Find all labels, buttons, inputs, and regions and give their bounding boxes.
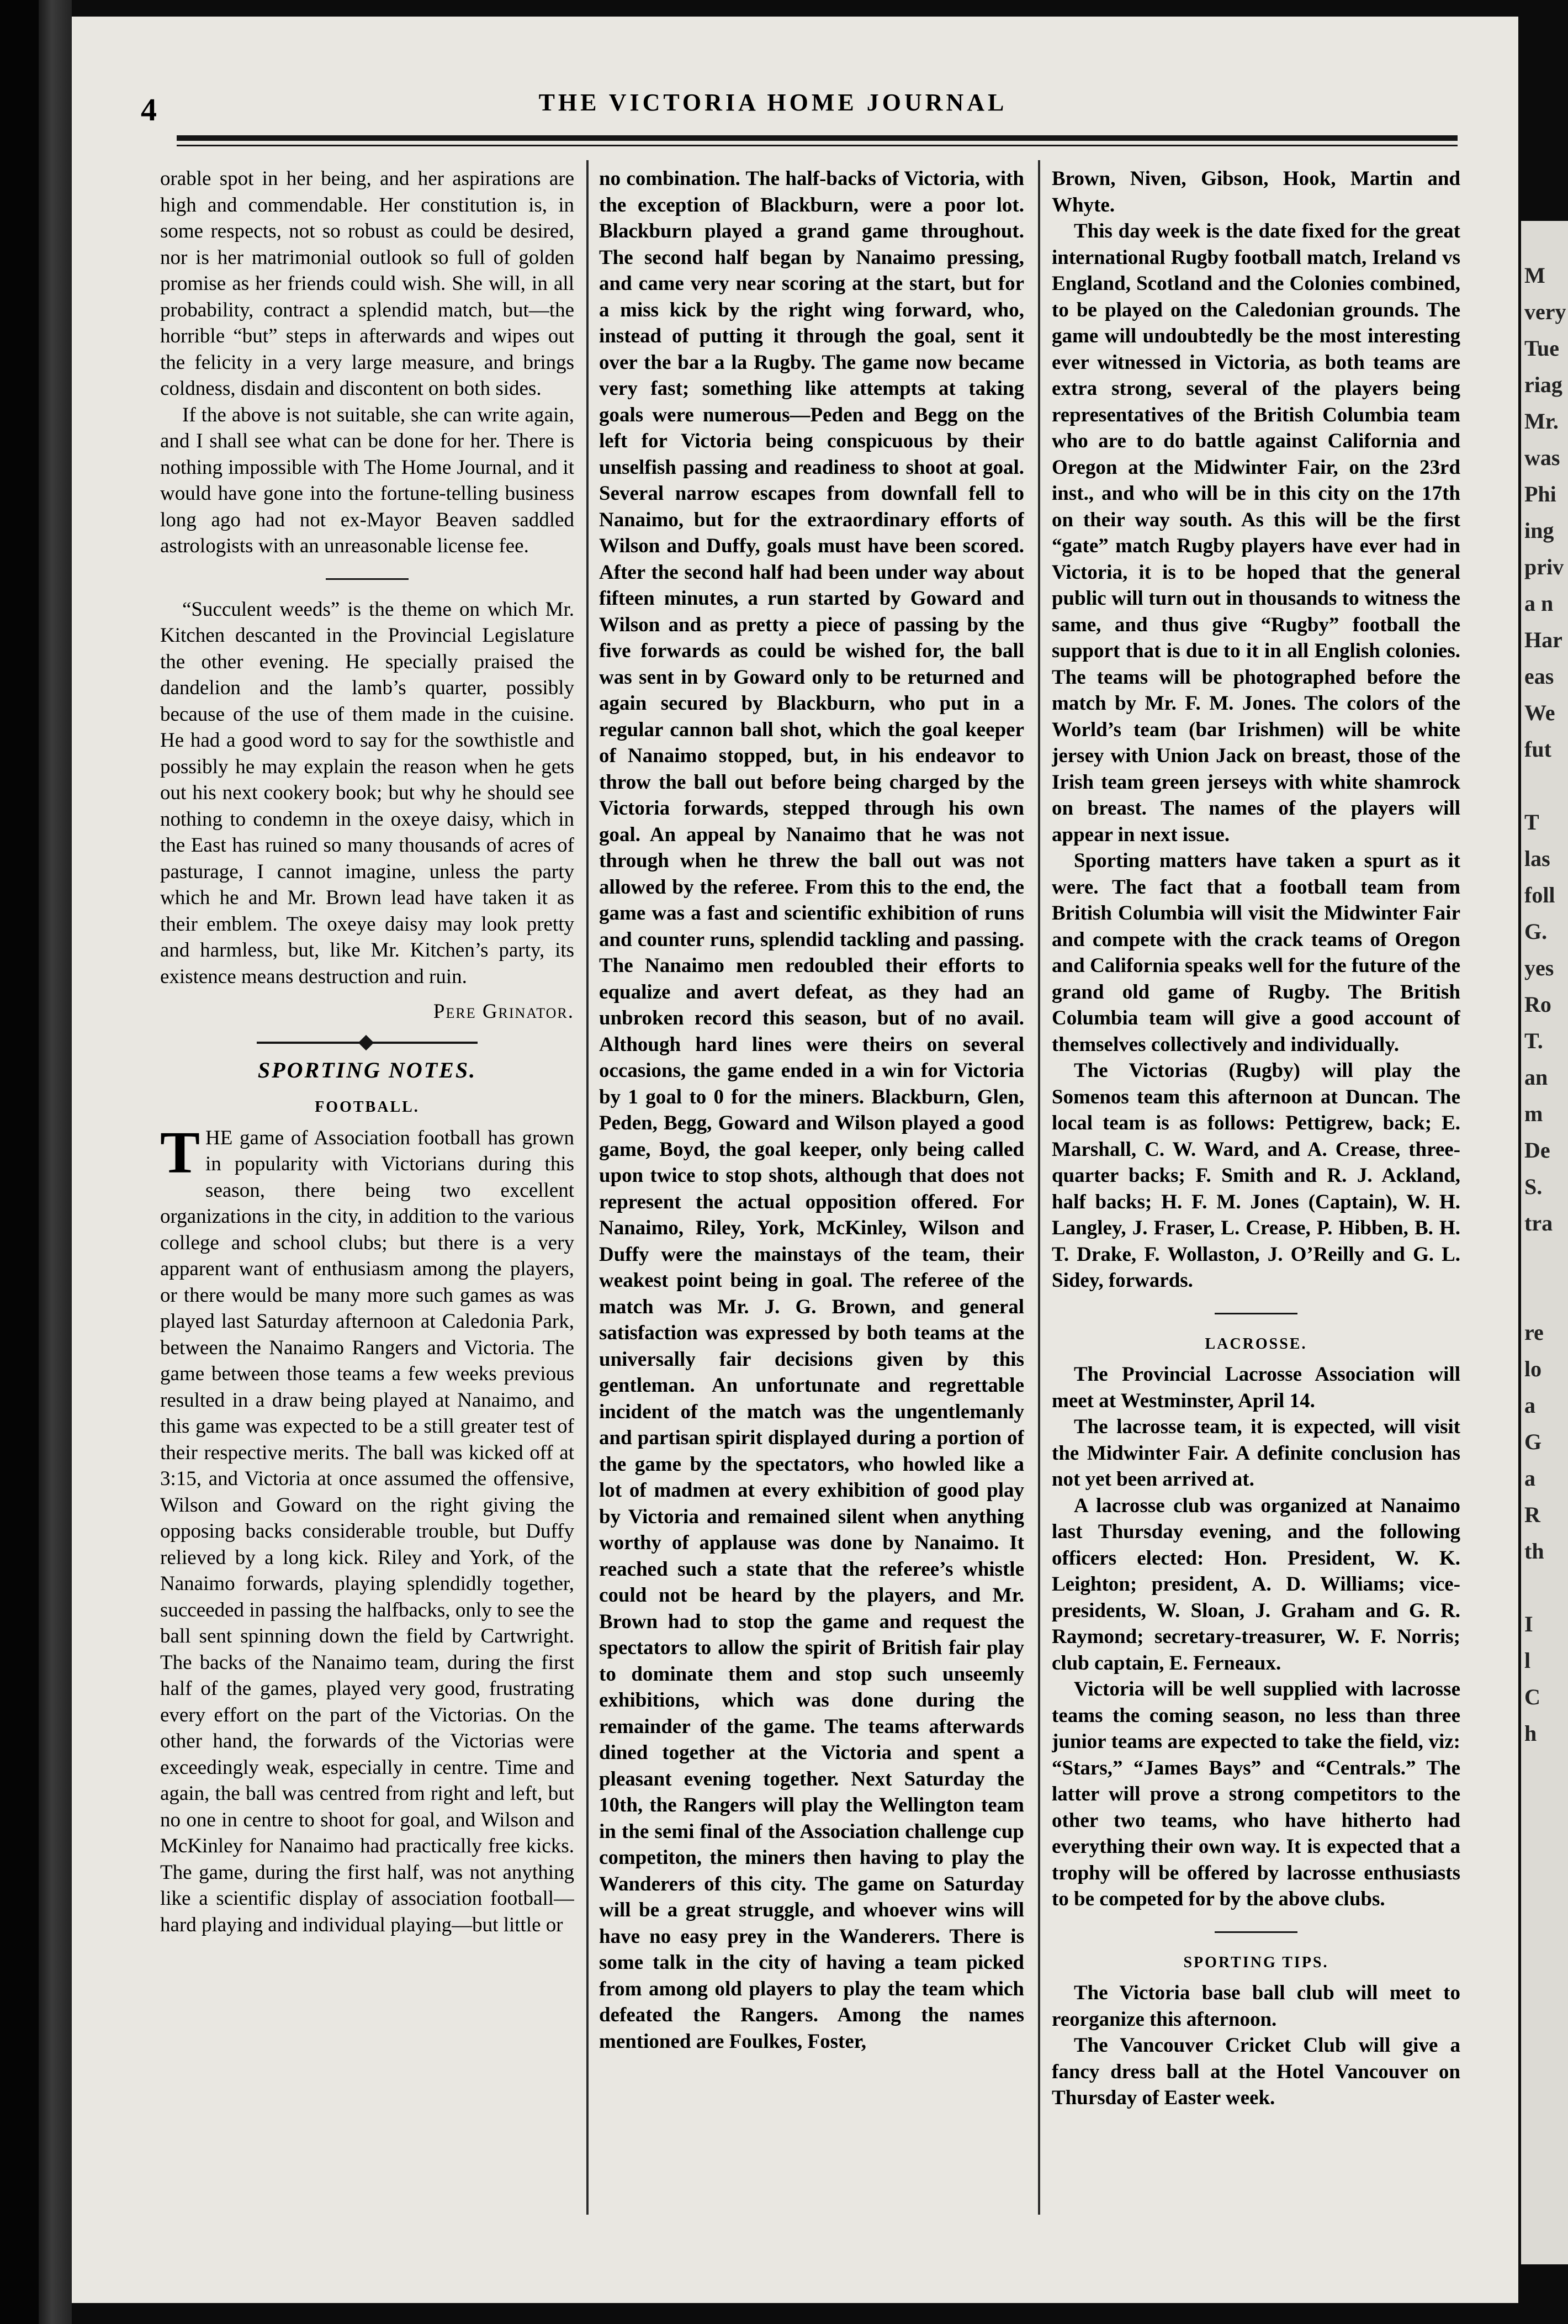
article-paragraph: A lacrosse club was organized at Nanaimo last Thursday evening, and the following officers elected: Hon. President, W. K. Leighton; president, A. D. Williams; vice-presidents, W. Sloan, J. Graham and G. R. Raymond; secretary-treasurer, W. F. Norris; club captain, E. Ferneaux. (1052, 1494, 1460, 1675)
fragment-line: eas (1524, 664, 1554, 689)
fragment-line: very (1524, 299, 1566, 324)
fragment-line: riag (1524, 372, 1562, 397)
fragment-line (1521, 221, 1568, 257)
fragment-line: fut (1524, 737, 1551, 762)
fragment-line: S. (1524, 1174, 1543, 1199)
fragment-line: a (1524, 1466, 1535, 1491)
fragment-line: De (1524, 1138, 1550, 1163)
subheading-lacrosse: LACROSSE. (1205, 1335, 1307, 1353)
fragment-line: m (1524, 1101, 1543, 1126)
column-divider (1038, 160, 1040, 2215)
fragment-line: tra (1524, 1211, 1553, 1235)
section-separator (1215, 1931, 1297, 1933)
article-paragraph: Victoria will be well supplied with lacrosse teams the coming season, no less than three junior teams are expected to take the field, viz: “Stars,” “James Bays” and “Centrals.” The latter will prove a strong competitors to the other two teams, who have hitherto had everything their own way. It is expected that a trophy will be offered by lacrosse enthusiasts to be competed for by the above clubs. (1052, 1678, 1460, 1910)
header-rule (177, 135, 1458, 141)
fragment-line: a (1524, 1393, 1535, 1418)
fragment-line (1521, 1242, 1568, 1278)
fragment-line: C (1524, 1684, 1540, 1709)
fragment-line: lo (1524, 1356, 1542, 1381)
fragment-line: re (1524, 1320, 1544, 1345)
fragment-line: yes (1524, 955, 1554, 980)
article-paragraph: If the above is not suitable, she can write again, and I shall see what can be done for her. There is nothing impossible with The Home Journal, and it would have gone into the fortune-telling business long ago had not ex-Mayor Beaven saddled astrologists with an unreasonable license fee. (160, 403, 574, 557)
section-separator (1215, 1313, 1297, 1314)
fragment-line: priv (1524, 554, 1564, 579)
article-paragraph: The Victorias (Rugby) will play the Somenos team this afternoon at Duncan. The local team is as follows: Pettigrew, back; E. Marshall, C. W. Ward, and A. Crease, three-quarter backs; F. Smith and R. J. Ackland, half backs; H. F. M. Jones (Captain), W. H. Langley, J. Fraser, L. Crease, P. Hibben, B. H. T. Drake, F. Wollaston, J. O’Reilly and G. L. Sidey, forwards. (1052, 1059, 1460, 1292)
fragment-text (1521, 221, 1568, 1752)
article-paragraph: This day week is the date fixed for the great international Rugby football match, Ireland vs England, Scotland and the Colonies combined, to be played on the Caledonian grounds. The game will undoubtedly be the most interesting ever witnessed in Victoria, as both teams are extra strong, several of the players being representatives of the British Columbia team who are to do battle against California and Oregon at the Midwinter Fair, on the 23rd inst., and who will be in this city on the 17th on their way south. As this will be the first “gate” match Rugby players have ever had in Victoria, it is to be hoped that the general public will turn out in thousands to witness the same, and thus give “Rugby” football the support that is due to it in all English colonies. The teams will be photographed before the match by Mr. F. M. Jones. The colors of the World’s team (bar Irishmen) will be white jersey with Union Jack on breast, those of the Irish team green jerseys with white shamrock on breast. The names of the players will appear in next issue. (1052, 220, 1460, 846)
microfilm-edge (0, 0, 39, 2324)
masthead: THE VICTORIA HOME JOURNAL (538, 89, 1008, 116)
article-paragraph: The Vancouver Cricket Club will give a fancy dress ball at the Hotel Vancouver on Thursday of Easter week. (1052, 2034, 1460, 2109)
adjacent-page-fragment (1521, 221, 1568, 2264)
author-signature: Pere Grinator. (433, 1000, 574, 1023)
fragment-line (1521, 1570, 1568, 1606)
page-number: 4 (141, 92, 157, 128)
fragment-line: was (1524, 445, 1560, 470)
column-divider (586, 160, 589, 2215)
binding-gutter (39, 0, 72, 2324)
drop-cap: T (160, 1119, 200, 1186)
fragment-line: l (1524, 1648, 1531, 1673)
fragment-line: I (1524, 1612, 1533, 1636)
article-paragraph: The Victoria base ball club will meet to reorganize this afternoon. (1052, 1982, 1460, 2031)
article-text: HE game of Association football has grown in popularity with Victorians during this season, there being two excellent organizations in the city, in addition to the various college and school clubs; but there is a very apparent want of enthusiasm among the players, or there would be many more such games as was played last Saturday afternoon at Caledonia Park, between the Nanaimo Rangers and Victoria. The game between those teams a few weeks previous resulted in a draw being played at Nanaimo, and this game was expected to be a still greater test of their respective merits. The ball was kicked off at 3:15, and Victoria at once assumed the offensive, Wilson and Goward on the right giving the opposing backs considerable trouble, but Duffy relieved by a long kick. Riley and York, of the Nanaimo forwards, playing splendidly together, succeeded in passing the halfbacks, only to see the ball sent spinning down the field by Cartwright. The backs of the Nanaimo team, during the first half of the games, played very good, frustrating every effort on the part of the Victorias. On the other hand, the forwards of the Victorias were exceedingly weak, especially in centre. Time and again, the ball was centred from right and left, but no one in centre to shoot for goal, and Wilson and McKinley for Nanaimo had practically free kicks. The game, during the first half, was not anything like a scientific display of association football—hard playing and individual playing—but little or (160, 1126, 574, 1936)
fragment-line: G (1524, 1429, 1542, 1454)
fragment-line: G. (1524, 919, 1548, 944)
article-paragraph: Sporting matters have taken a spurt as it were. The fact that a football team from British Columbia will visit the Midwinter Fair and compete with the crack teams of Oregon and California speaks well for the future of the grand old game of Rugby. The British Columbia team will give a good account of themselves collectively and individually. (1052, 849, 1460, 1056)
fragment-line: Tue (1524, 336, 1560, 361)
fragment-line: R (1524, 1502, 1540, 1527)
fragment-line: T (1524, 810, 1539, 834)
fragment-line: h (1524, 1721, 1537, 1746)
section-heading: SPORTING NOTES. (257, 1057, 477, 1082)
fragment-line: We (1524, 700, 1555, 725)
fragment-line: M (1524, 263, 1545, 288)
fragment-line: Ro (1524, 992, 1551, 1017)
article-paragraph: “Succulent weeds” is the theme on which Mr. Kitchen descanted in the Provincial Legislature the other evening. He specially praised the dandelion and the lamb’s quarter, possibly because of the use of them made in the cuisine. He had a good word to say for the sowthistle and possibly he may explain the reason when he gets out his next cookery book; but why he should see nothing to condemn in the oxeye daisy, which in the East has ruined so many thousands of acres of pasturage, I cannot imagine, unless the party which he and Mr. Brown lead have taken it as their emblem. The oxeye daisy may look pretty and harmless, but, like Mr. Kitchen’s party, its existence means destruction and ruin. (160, 598, 574, 988)
fragment-line: foll (1524, 883, 1555, 907)
fragment-line: an (1524, 1065, 1548, 1090)
fragment-line: las (1524, 846, 1550, 871)
header-rule-thin (177, 145, 1458, 146)
section-separator (326, 578, 409, 580)
column-2 (599, 166, 1024, 2264)
article-paragraph: The lacrosse team, it is expected, will visit the Midwinter Fair. A definite conclusion has not yet been arrived at. (1052, 1415, 1460, 1491)
fragment-line: Phi (1524, 482, 1556, 506)
fragment-line: Har (1524, 627, 1562, 652)
fragment-line: th (1524, 1539, 1544, 1564)
fragment-line (1521, 768, 1568, 804)
ornament-separator (257, 1042, 478, 1044)
fragment-line: ing (1524, 518, 1554, 543)
fragment-line: T. (1524, 1028, 1543, 1053)
article-paragraph: The Provincial Lacrosse Association will meet at Westminster, April 14. (1052, 1363, 1460, 1412)
article-paragraph: no combination. The half-backs of Victoria, with the exception of Blackburn, were a poor lot. Blackburn played a grand game throughout. The second half began by Nanaimo pressing, and came very near scoring at the start, but for a miss kick by the right wing forward, who, instead of putting it through the goal, sent it over the bar a la Rugby. The game now became very fast; something like attempts at taking goals were numerous—Peden and Begg on the left for Victoria being conspicuous by their unselfish passing and readiness to shoot at goal. Several narrow escapes from downfall fell to Nanaimo, but for the extraordinary efforts of Wilson and Duffy, goals must have been scored. After the second half had been under way about fifteen minutes, a run started by Goward and Wilson and as pretty a piece of passing by the five forwards as could be wished for, the ball was sent in by Goward only to be returned and again secured by Blackburn, who put in a regular cannon ball shot, which the goal keeper of Nanaimo stopped, but, in his endeavor to throw the ball out before being charged by the Victoria forwards, stepped through his own goal. An appeal by Nanaimo that he was not through when he threw the ball out was not allowed by the referee. From this to the end, the game was a fast and scientific exhibition of runs and counter runs, splendid tackling and passing. The Nanaimo men redoubled their efforts to equalize and avert defeat, as they had an unbroken record this season, but of no avail. Although hard lines were theirs on several occasions, the game ended in a win for Victoria by 1 goal to 0 for the miners. Blackburn, Glen, Peden, Begg, Goward and Wilson played a good game, Boyd, the goal keeper, only being called upon twice to stop shots, although that does not represent the actual opposition offered. For Nanaimo, Riley, York, McKinley, Wilson and Duffy were the mainstays of the team, their weakest point being in goal. The referee of the match was Mr. J. G. Brown, and general satisfaction was expressed by both teams at the universally fair decisions given by this gentleman. An unfortunate and regrettable incident of the match was the ungentlemanly and partisan spirit displayed during a portion of the game by the spectators, who howled like a lot of madmen at every exhibition of good play by Victoria and remained silent when anything worthy of applause was done by Nanaimo. It reached such a state that the referee’s whistle could not be heard by the players, and Mr. Brown had to stop the game and request the spectators to allow the spirit of British fair play to dominate them and stop such unseemly exhibitions, which was done during the remainder of the game. The teams afterwards dined together at the Victoria and spent a pleasant evening together. Next Saturday the 10th, the Rangers will play the Wellington team in the semi final of the Association challenge cup competiton, the miners then having to play the Wanderers of this city. The game on Saturday will be a great struggle, and whoever wins will have no easy prey in the Wanderers. There is some talk in the city of having a team picked from among old players to play the team which defeated the Rangers. Among the names mentioned are Foulkes, Foster, (599, 167, 1024, 2053)
article-paragraph (160, 1119, 574, 1939)
subheading-football: FOOTBALL. (315, 1098, 420, 1116)
article-paragraph: orable spot in her being, and her aspirations are high and commendable. Her constitution is, in some respects, not so robust as could be desired, nor is her matrimonial outlook so full of golden promise as her friends could wish. She will, in all probability, contract a splendid match, but—the horrible “but” steps in afterwards and wipes out the felicity in a very large measure, and brings coldness, disdain and discontent on both sides. (160, 167, 574, 400)
fragment-line: Mr. (1524, 409, 1559, 434)
fragment-line: a n (1524, 591, 1554, 616)
subheading-sporting-tips: SPORTING TIPS. (1183, 1953, 1329, 1971)
article-paragraph: Brown, Niven, Gibson, Hook, Martin and Whyte. (1052, 167, 1460, 216)
fragment-line (1521, 1278, 1568, 1314)
column-1 (160, 166, 574, 2264)
column-3 (1052, 166, 1460, 2264)
